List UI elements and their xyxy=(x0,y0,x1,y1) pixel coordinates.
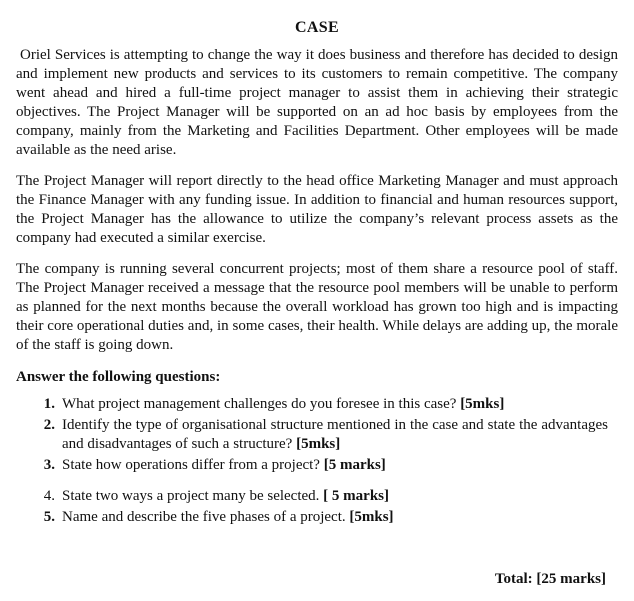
question-text-wrap xyxy=(62,456,618,475)
question-number: 2. xyxy=(43,417,55,433)
questions-list xyxy=(16,395,618,527)
question-number: 3. xyxy=(43,457,55,473)
question-item xyxy=(16,456,618,475)
question-item xyxy=(16,487,618,506)
question-item xyxy=(16,416,618,454)
case-paragraph-1: Oriel Services is attempting to change the way it does business and therefore has decided to design and implement new products and services to its customers to remain competitive. The company went ahead and hired a full-time project manager to assist them in achieving their strategic objectives. The Project Manager will be supported on an ad hoc basis by employees from the company, mainly from the Marketing and Facilities Department. Other employees will be made available as the need arise. xyxy=(16,47,618,158)
question-marks: [5mks] xyxy=(349,509,394,525)
case-paragraph-3: The company is running several concurrent projects; most of them share a resource pool of staff. The Project Manager received a message that the resource pool members will be unable to perform as planned for the next months because the overall workload has grown too high and is impacting their core operational duties and, in some cases, their health. While delays are adding up, the morale of the staff is going down. xyxy=(16,261,618,353)
question-item xyxy=(16,508,618,527)
question-item xyxy=(16,395,618,414)
question-text: Identify the type of organisational structure mentioned in the case and state the advantages and disadvantages of such a structure? xyxy=(62,417,608,452)
question-text-wrap xyxy=(62,416,618,454)
question-marks: [ 5 marks] xyxy=(323,488,389,504)
question-number: 4. xyxy=(43,488,55,504)
case-title: CASE xyxy=(295,19,339,36)
case-paragraph-2: The Project Manager will report directly to the head office Marketing Manager and must approach the Finance Manager with any funding issue. In addition to financial and human resources support, the Project Manager has the allowance to utilize the company’s relevant process assets as the company had executed a similar exercise. xyxy=(16,173,618,246)
question-text: State two ways a project many be selected. xyxy=(62,488,320,504)
question-text-wrap xyxy=(62,395,618,414)
question-marks: [5mks] xyxy=(460,396,505,412)
question-text: Name and describe the five phases of a project. xyxy=(62,509,346,525)
question-text: What project management challenges do you foresee in this case? xyxy=(62,396,457,412)
question-marks: [5mks] xyxy=(296,436,341,452)
questions-heading: Answer the following questions: xyxy=(16,369,221,385)
question-marks: [5 marks] xyxy=(323,457,386,473)
question-text-wrap xyxy=(62,487,618,506)
question-text-wrap xyxy=(62,508,618,527)
question-text: State how operations differ from a project? xyxy=(62,457,320,473)
question-number: 5. xyxy=(43,509,55,525)
question-number: 1. xyxy=(43,396,55,412)
total-marks: Total: [25 marks] xyxy=(494,571,606,587)
